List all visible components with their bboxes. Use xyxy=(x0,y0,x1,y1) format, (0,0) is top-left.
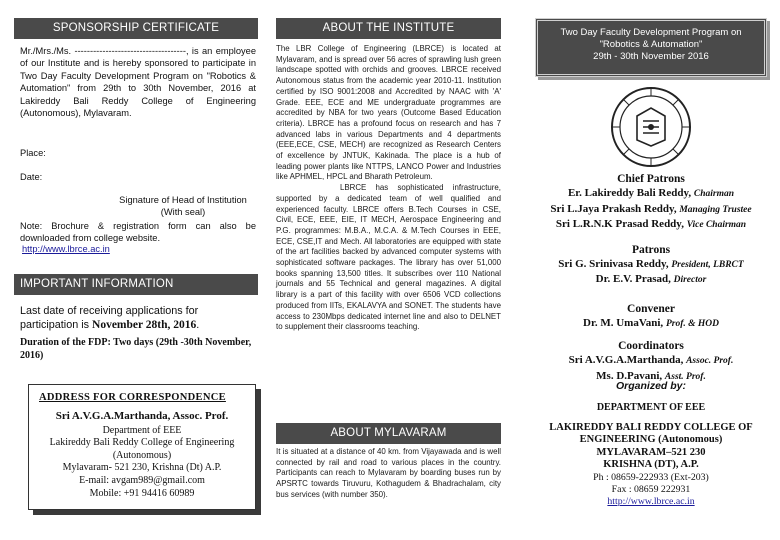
coordinator-role: Asst. Prof. xyxy=(664,371,706,382)
college-seal-icon xyxy=(599,86,703,168)
patron-name: Sri L.Jaya Prakash Reddy, xyxy=(550,202,677,215)
fax-number: Fax : 08659 222931 xyxy=(611,483,691,495)
convener-heading: Convener xyxy=(627,302,675,315)
program-dates: 29th - 30th November 2016 xyxy=(593,51,709,63)
convener xyxy=(535,316,767,332)
about-mylavaram-header: ABOUT MYLAVARAM xyxy=(276,423,501,444)
department-name: DEPARTMENT OF EEE xyxy=(596,402,706,413)
coordinator-name: Ms. D.Pavani, xyxy=(596,369,663,382)
address-box xyxy=(28,384,256,510)
important-info-header: IMPORTANT INFORMATION xyxy=(14,274,258,295)
patron-role: Managing Trustee xyxy=(679,204,752,215)
college-line: MYLAVARAM–521 230 xyxy=(596,446,706,458)
institute-paragraph: The LBR College of Engineering (LBRCE) is located at Mylavaram, and is spread over 56 acres of sprawling lush green landscape spotted with orchids and grooves. LBRCE received Autonomous status from the academic year 2010-11. Institution certified by ISO 9001:2008 and Accredited by NAAC with 'A' Grade. EEE, ECE and ME undergraduate programmes are accredited by NBA for two years (Outcome Based Education criteria). LBRCE has a profound focus on research and has 7 advanced labs in various Departments and 4 departments (EEE,ECE, CSE, MECH) are recognized as Research Centers of excellence by JNTUK, Kakinada. The place is a hub of leading power plants like NTTPS, LANCO Power and Industries like APHMEL, HPCL and Bharath Petroleum. xyxy=(276,44,501,182)
college-line: ENGINEERING (Autonomous) xyxy=(579,434,723,446)
sponsorship-text: Mr./Mrs./Ms. ------------------------------------, is an employee of our Institute and is hereby sponsored to participate in Two Day Faculty Development Program on "Robotics & Automation" from 29th to 30th November, 2016 at Lakireddy Bali Reddy College of Engineering (Autonomous), Mylavaram. xyxy=(20,46,256,119)
convener-name: Dr. M. UmaVani, xyxy=(583,316,664,329)
program-title-box xyxy=(535,18,767,77)
chief-patrons-heading: Chief Patrons xyxy=(617,173,685,185)
patron-role: President, LBRCT xyxy=(671,259,744,270)
last-date-text: Last date of receiving applications for participation is November 28th, 2016. xyxy=(20,305,200,331)
phone-number: Ph : 08659-222933 (Ext-203) xyxy=(593,471,709,483)
place-label: Place: xyxy=(20,148,46,158)
right-panel xyxy=(535,0,767,540)
download-note: Note: Brochure & registration form can also be downloaded from college website. xyxy=(20,221,256,244)
institute-paragraph: LBRCE has sophisticated infrastructure, supported by a dedicated team of well qualified and experienced faculty. LBRCE offers B.Tech Courses in CSE, Civil, ECE, EEE, EIE, IT MECH, Aerospace Engineering and P.G. programmes: M.B.A., M.C.A. & M.Tech Courses in EEE, ECE, CSE,IT and Mech. All laboratories are equipped with state of the art facilities backed by advanced computer systems with sophisticated software packages. The library has over 51,000 books spanning 13,500 titles. It subscribes over 110 National journals and 55 Technical and general magazines. A digital library is a part of this facility with over 6506 VCD collections produced from IITs, EKALAVYA and SONET. The students have access to 230Mbps dedicated internet line and also to DELNET to supplement their classrooms teaching. xyxy=(276,183,501,332)
about-institute-text xyxy=(276,44,501,333)
organizer-block xyxy=(535,401,767,508)
program-line: Two Day Faculty Development Program on xyxy=(560,27,742,38)
patron-name: Sri G. Srinivasa Reddy, xyxy=(558,257,669,270)
chief-patron xyxy=(535,217,767,233)
chief-patron xyxy=(535,202,767,218)
chief-patron xyxy=(535,186,767,202)
about-mylavaram-text: It is situated at a distance of 40 km. from Vijayawada and is well connected by rail and road to various places in the country. Participants can reach to Mylavaram by boarding buses run by APSRTC towards Tiruvuru, Kothagudem & Bhadrachalam, city bus services (with number 350). xyxy=(276,447,501,499)
seal-line: (With seal) xyxy=(160,206,206,217)
patron-role: Director xyxy=(673,275,707,285)
last-date-value: November 28th, 2016 xyxy=(92,319,197,331)
patron-role: Vice Chairman xyxy=(686,220,747,230)
coordinator-role: Assoc. Prof. xyxy=(686,356,734,366)
address-title: ADDRESS FOR CORRESPONDENCE xyxy=(39,392,226,403)
patron-name: Dr. E.V. Prasad, xyxy=(595,273,671,285)
address-line: (Autonomous) xyxy=(112,449,172,461)
signature-block xyxy=(110,195,256,218)
patron xyxy=(535,272,767,288)
address-line: Department of EEE xyxy=(102,424,182,436)
address-email: E-mail: avgam989@gmail.com xyxy=(79,474,205,486)
patron-role: Chairman xyxy=(693,189,735,199)
address-mobile: Mobile: +91 94416 60989 xyxy=(89,487,195,499)
patron-name: Sri L.R.N.K Prasad Reddy, xyxy=(555,218,684,230)
address-line: Mylavaram- 521 230, Krishna (Dt) A.P. xyxy=(62,462,222,474)
college-name xyxy=(535,422,767,472)
middle-panel xyxy=(276,0,501,540)
organizer-website-link[interactable]: http://www.lbrce.ac.in xyxy=(607,496,695,508)
coordinators-heading: Coordinators xyxy=(618,340,684,352)
left-panel xyxy=(14,0,258,540)
college-website-link[interactable]: http://www.lbrce.ac.in xyxy=(22,244,110,254)
sponsorship-header: SPONSORSHIP CERTIFICATE xyxy=(14,18,258,39)
address-line: Lakireddy Bali Reddy College of Engineering xyxy=(49,437,235,449)
coordinator-name: Sri A.V.G.A.Marthanda, xyxy=(568,354,684,366)
coordinator xyxy=(535,353,767,369)
address-lines xyxy=(29,410,255,500)
college-line: LAKIREDDY BALI REDDY COLLEGE OF xyxy=(549,422,753,433)
last-date-label: Last date of receiving applications for participation is xyxy=(20,305,199,331)
date-label: Date: xyxy=(20,172,43,182)
college-line: KRISHNA (DT), A.P. xyxy=(603,459,699,471)
organized-by-label: Organized by: xyxy=(615,380,686,392)
convener-role: Prof. & HOD xyxy=(665,318,719,329)
patron xyxy=(535,257,767,273)
address-contact-name: Sri A.V.G.A.Marthanda, Assoc. Prof. xyxy=(55,410,229,422)
signature-line: Signature of Head of Institution xyxy=(119,195,247,205)
program-topic: "Robotics & Automation" xyxy=(599,39,703,51)
patrons-section xyxy=(535,172,767,384)
fdp-duration: Duration of the FDP: Two days (29th -30th November, 2016) xyxy=(20,337,252,361)
patrons-heading: Patrons xyxy=(631,243,671,256)
about-institute-header: ABOUT THE INSTITUTE xyxy=(276,18,501,39)
patron-name: Er. Lakireddy Bali Reddy, xyxy=(567,187,692,199)
